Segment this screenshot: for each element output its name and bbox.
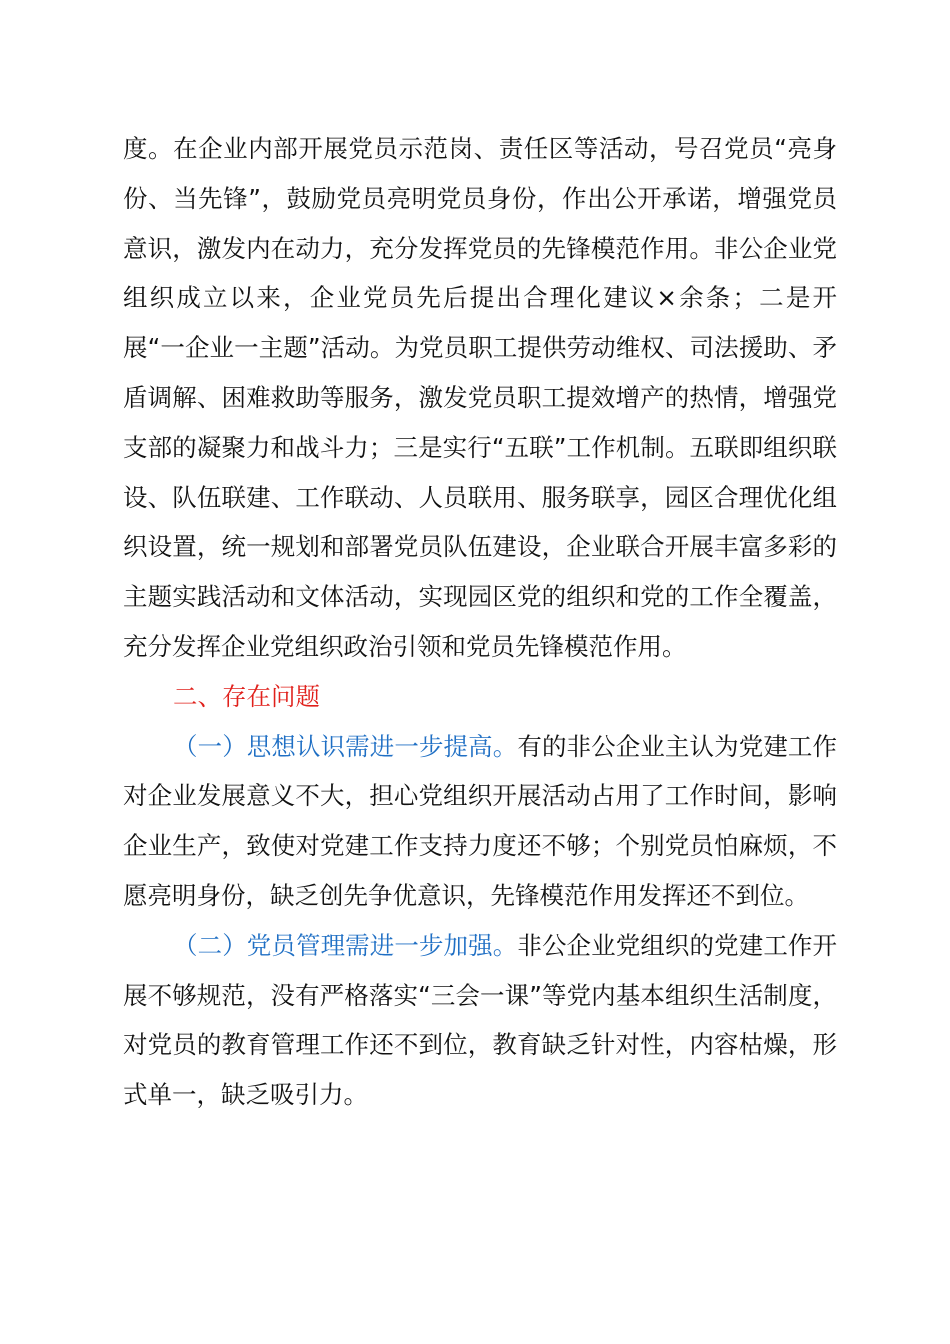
subsection-1-heading: （一）思想认识需进一步提高。 bbox=[173, 731, 518, 761]
subsection-2-heading: （二）党员管理需进一步加强。 bbox=[173, 930, 518, 960]
section-heading-problems bbox=[123, 672, 837, 722]
section-heading-text: 二、存在问题 bbox=[173, 681, 320, 711]
subsection-2-text: 非公企业党组织的党建工作开展不够规范，没有严格落实“三会一课”等党内基本组织生活制度，对党员的教育管理工作还不到位，教育缺乏针对性，内容枯燥，形式单一，缺乏吸引力。 bbox=[123, 930, 838, 1110]
subsection-1-text: 有的非公企业主认为党建工作对企业发展意义不大，担心党组织开展活动占用了工作时间，影响企业生产，致使对党建工作支持力度还不够；个别党员怕麻烦，不愿亮明身份，缺乏创先争优意识，先锋模范作用发挥还不到位。 bbox=[123, 731, 838, 910]
subsection-2-paragraph bbox=[123, 921, 837, 1120]
document-body bbox=[123, 124, 837, 1120]
subsection-1-paragraph bbox=[123, 722, 837, 921]
body-paragraph-continuation: 度。在企业内部开展党员示范岗、责任区等活动，号召党员“亮身份、当先锋”，鼓励党员亮明党员身份，作出公开承诺，增强党员意识，激发内在动力，充分发挥党员的先锋模范作用。非公企业党组织成立以来，企业党员先后提出合理化建议×余条；二是开展“一企业一主题”活动。为党员职工提供劳动维权、司法援助、矛盾调解、困难救助等服务，激发党员职工提效增产的热情，增强党支部的凝聚力和战斗力；三是实行“五联”工作机制。五联即组织联设、队伍联建、工作联动、人员联用、服务联享，园区合理优化组织设置，统一规划和部署党员队伍建设，企业联合开展丰富多彩的主题实践活动和文体活动，实现园区党的组织和党的工作全覆盖，充分发挥企业党组织政治引领和党员先锋模范作用。 bbox=[123, 134, 837, 661]
